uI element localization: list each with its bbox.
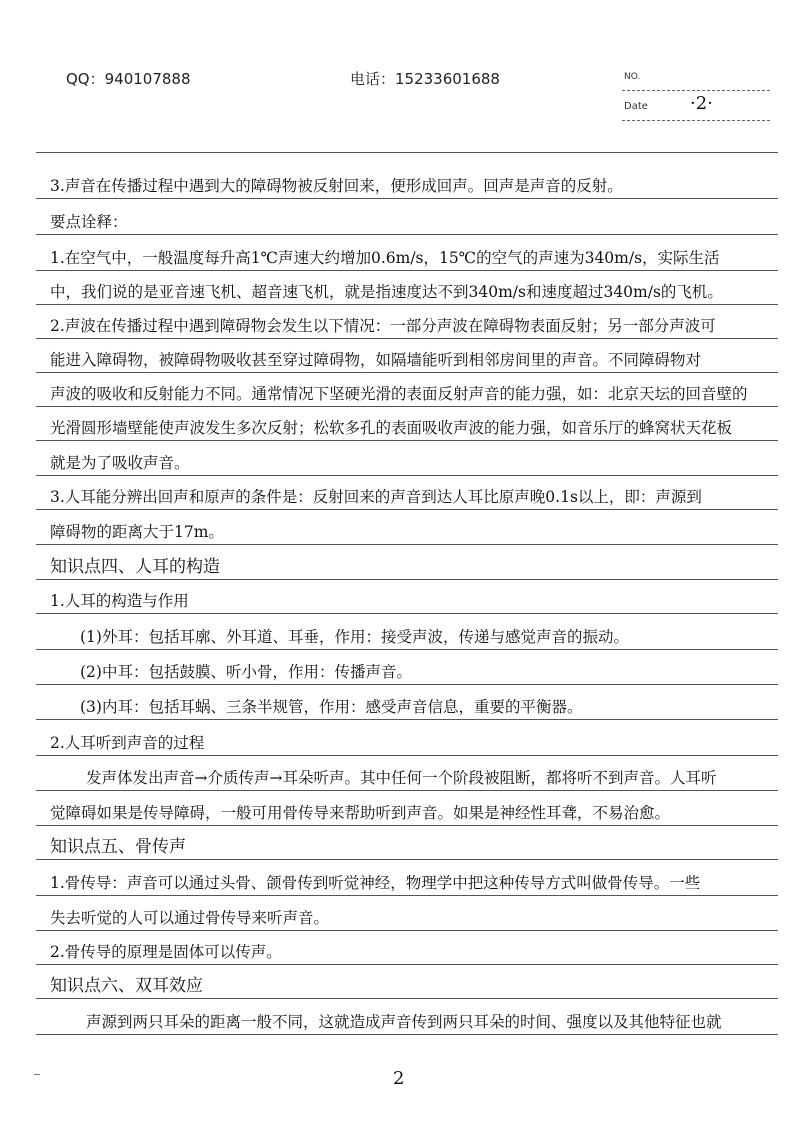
margin-mark <box>34 1074 40 1075</box>
no-label: NO. <box>624 72 641 82</box>
phone-contact: 电话：15233601688 <box>350 70 500 88</box>
no-line <box>622 90 770 91</box>
ruled-line <box>36 544 778 545</box>
ruled-line <box>36 440 778 441</box>
ruled-line <box>36 790 778 791</box>
text-line: (3)内耳：包括耳蜗、三条半规管，作用：感受声音信息，重要的平衡器。 <box>80 698 583 716</box>
qq-contact: QQ：940107888 <box>66 70 191 88</box>
ruled-line <box>36 649 778 650</box>
date-line <box>622 120 770 121</box>
date-label: Date <box>624 101 648 112</box>
ruled-line <box>36 1034 778 1035</box>
text-line: 2.声波在传播过程中遇到障碍物会发生以下情况：一部分声波在障碍物表面反射；另一部分声波可 <box>50 317 716 335</box>
ruled-line <box>36 895 778 896</box>
text-line: 1.人耳的构造与作用 <box>50 592 189 610</box>
text-line: 1.骨传导：声音可以通过头骨、颌骨传到听觉神经，物理学中把这种传导方式叫做骨传导。一些 <box>50 874 701 892</box>
section-heading: 知识点六、双耳效应 <box>50 976 203 996</box>
text-line: 中，我们说的是亚音速飞机、超音速飞机，就是指速度达不到340m/s和速度超过340m/s的飞机。 <box>50 283 723 301</box>
text-line: 声波的吸收和反射能力不同。通常情况下坚硬光滑的表面反射声音的能力强，如：北京天坛的回音壁的 <box>50 385 748 403</box>
text-line: 声源到两只耳朵的距离一般不同，这就造成声音传到两只耳朵的时间、强度以及其他特征也就 <box>86 1013 722 1031</box>
ruled-line <box>36 372 778 373</box>
ruled-line <box>36 859 778 860</box>
ruled-line <box>36 930 778 931</box>
ruled-line <box>36 964 778 965</box>
ruled-line <box>36 509 778 510</box>
text-line: 发声体发出声音→介质传声→耳朵听声。其中任何一个阶段被阻断，都将听不到声音。人耳听 <box>86 769 717 787</box>
text-line: 光滑圆形墙壁能使声波发生多次反射；松软多孔的表面吸收声波的能力强，如音乐厅的蜂窝状天花板 <box>50 419 733 437</box>
section-heading: 知识点四、人耳的构造 <box>50 557 220 577</box>
ruled-line <box>36 406 778 407</box>
text-line: 失去听觉的人可以通过骨传导来听声音。 <box>50 909 330 927</box>
ruled-line <box>36 234 778 235</box>
ruled-line <box>36 198 778 199</box>
ruled-line <box>36 270 778 271</box>
text-line: 要点诠释： <box>50 213 128 231</box>
ruled-line <box>36 579 778 580</box>
text-line: (2)中耳：包括鼓膜、听小骨，作用：传播声音。 <box>80 663 412 681</box>
text-line: 3.声音在传播过程中遇到大的障碍物被反射回来，便形成回声。回声是声音的反射。 <box>50 177 623 195</box>
ruled-line <box>36 152 778 153</box>
ruled-line <box>36 475 778 476</box>
text-line: 2.人耳听到声音的过程 <box>50 734 205 752</box>
ruled-line <box>36 719 778 720</box>
text-line: (1)外耳：包括耳廓、外耳道、耳垂，作用：接受声波，传递与感觉声音的振动。 <box>80 628 629 646</box>
ruled-line <box>36 684 778 685</box>
ruled-line <box>36 613 778 614</box>
date-value: ·2· <box>690 93 713 114</box>
text-line: 2.骨传导的原理是固体可以传声。 <box>50 943 282 961</box>
text-line: 觉障碍如果是传导障碍，一般可用骨传导来帮助听到声音。如果是神经性耳聋，不易治愈。 <box>50 804 671 822</box>
ruled-line <box>36 998 778 999</box>
text-line: 1.在空气中，一般温度每升高1℃声速大约增加0.6m/s，15℃的空气的声速为340m/s，实际生活 <box>50 249 720 267</box>
text-line: 就是为了吸收声音。 <box>50 454 190 472</box>
text-line: 3.人耳能分辨出回声和原声的条件是：反射回来的声音到达人耳比原声晚0.1s以上，即：声源到 <box>50 488 702 506</box>
page-number: 2 <box>393 1068 405 1089</box>
ruled-line <box>36 304 778 305</box>
ruled-line <box>36 825 778 826</box>
text-line: 障碍物的距离大于17m。 <box>50 523 224 541</box>
text-line: 能进入障碍物，被障碍物吸收甚至穿过障碍物，如隔墙能听到相邻房间里的声音。不同障碍物对 <box>50 351 702 369</box>
ruled-line <box>36 338 778 339</box>
ruled-line <box>36 755 778 756</box>
section-heading: 知识点五、骨传声 <box>50 837 186 857</box>
